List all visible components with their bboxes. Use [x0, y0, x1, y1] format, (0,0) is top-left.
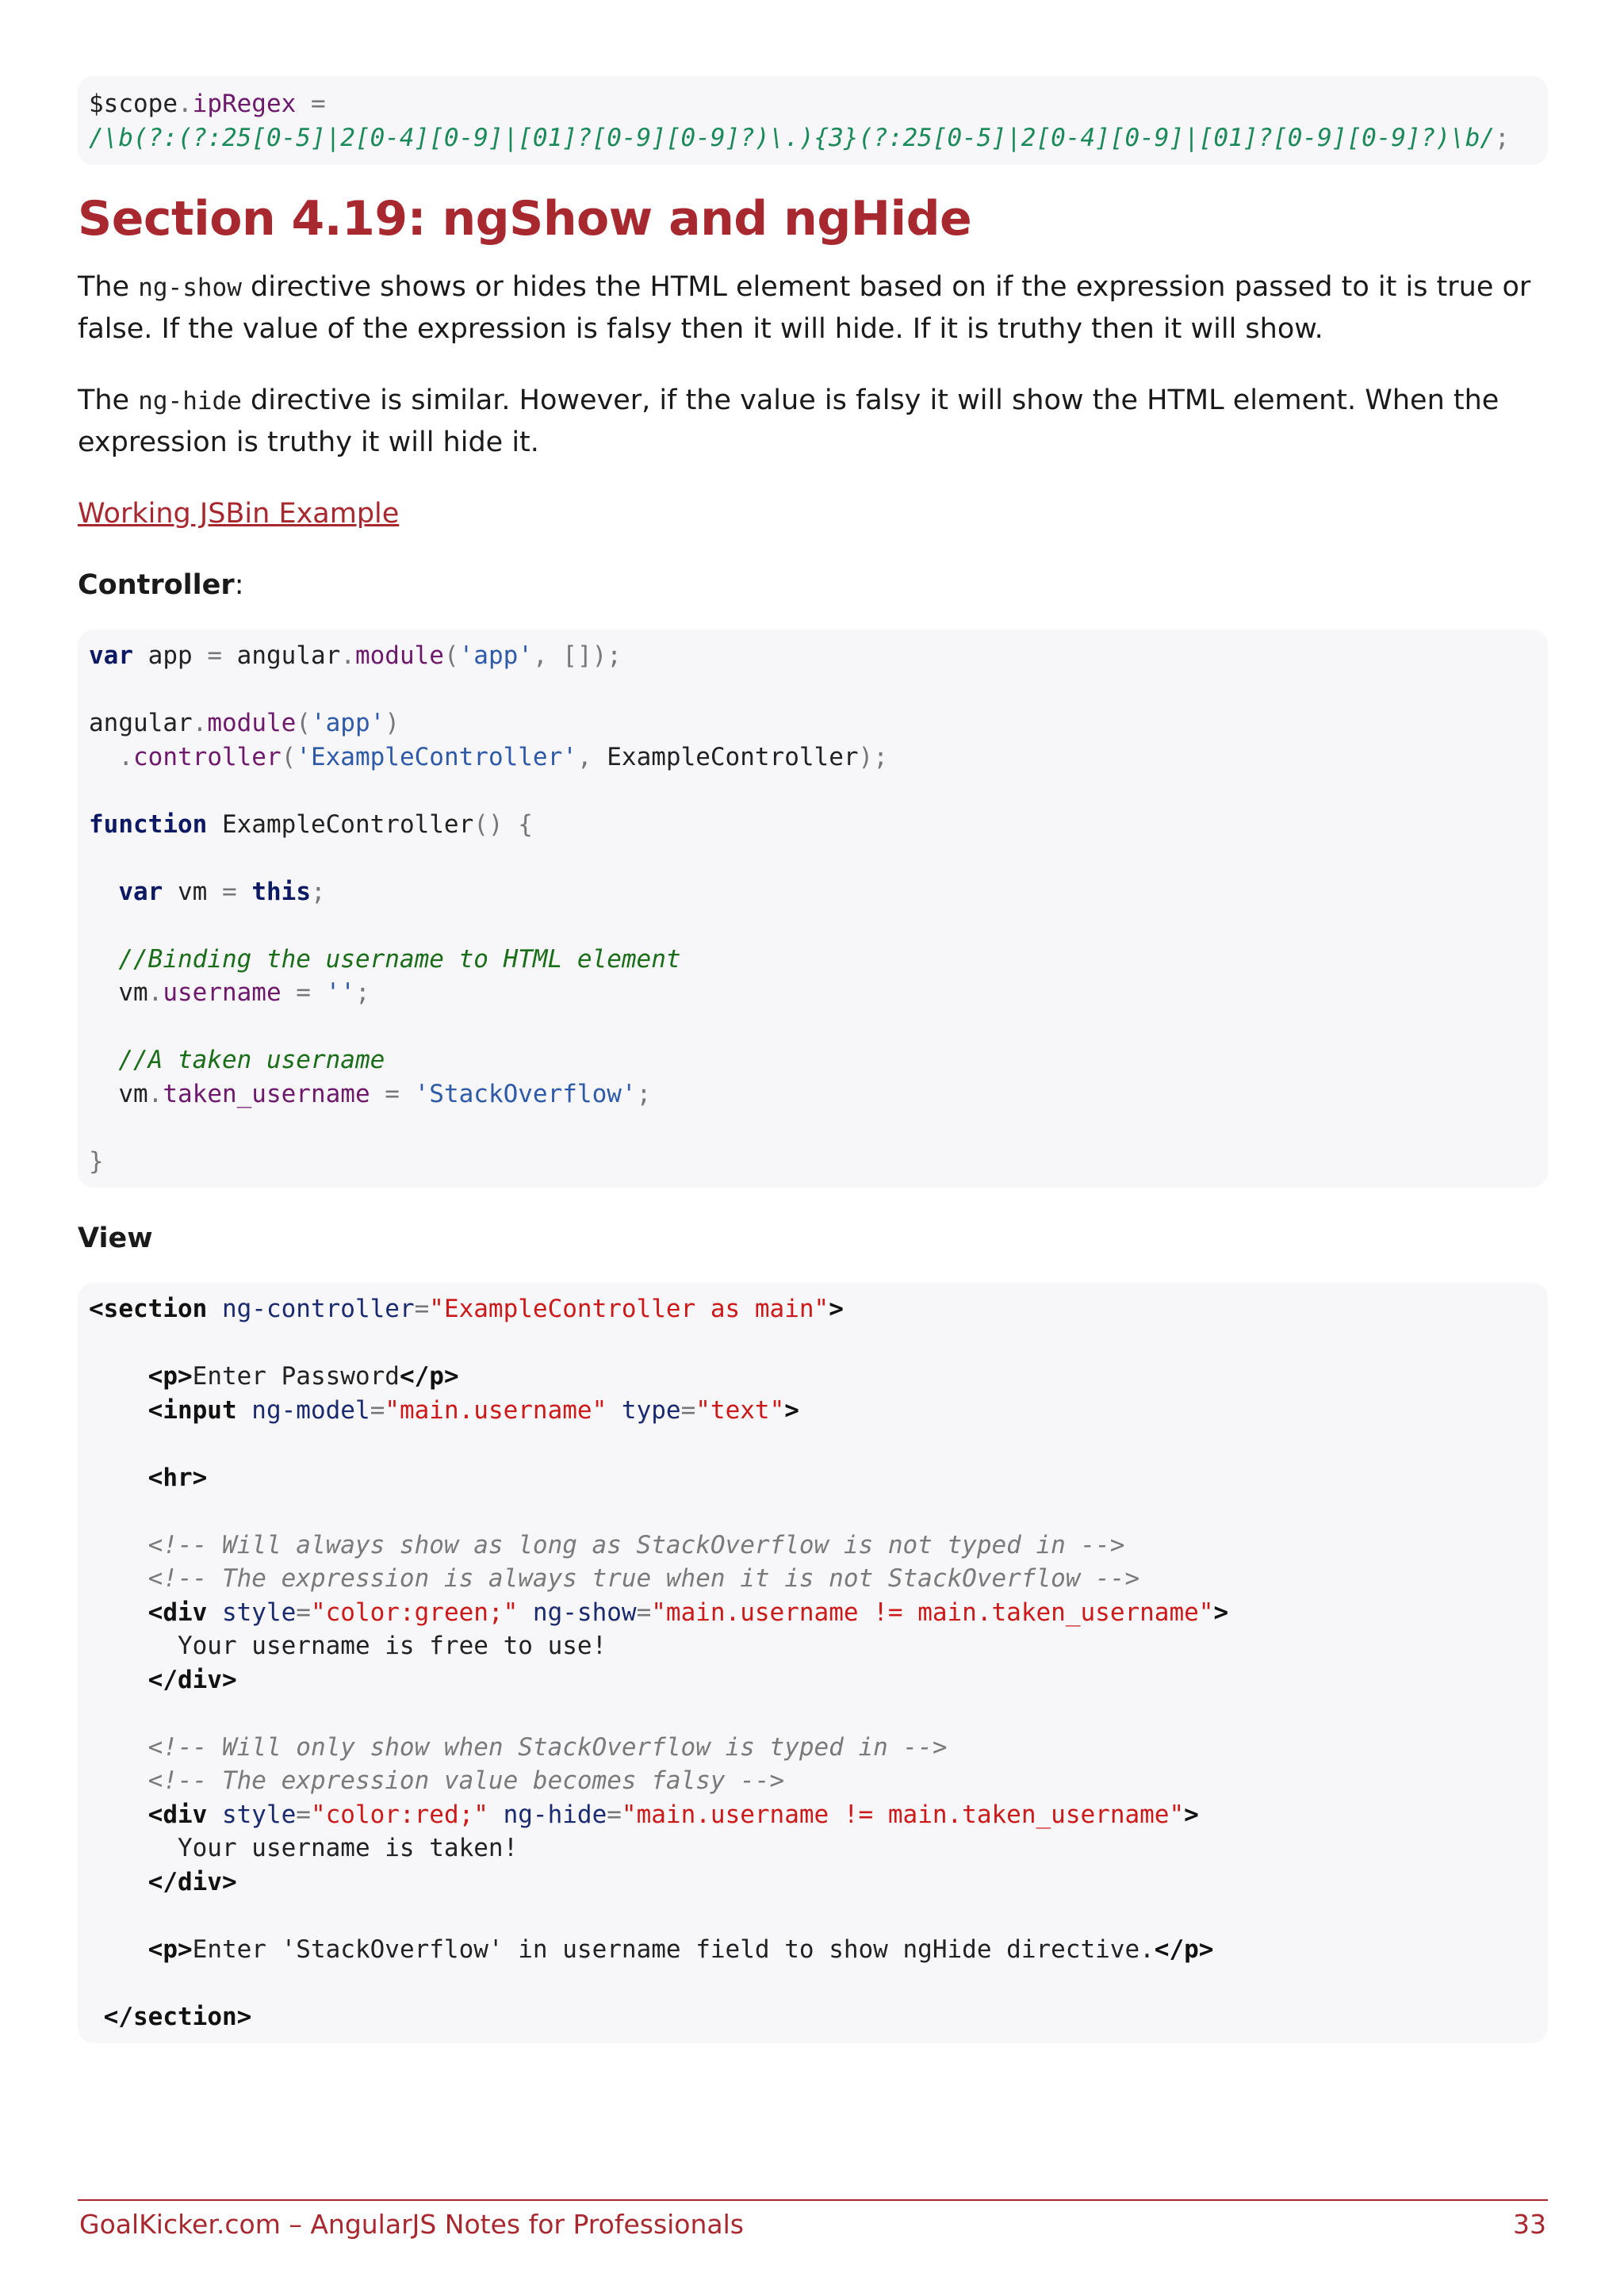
code-line: [89, 1596, 1537, 1630]
code-line: [89, 2000, 1537, 2034]
code-line: [89, 976, 1537, 1010]
code-line: [89, 808, 1537, 842]
code-line-blank: [89, 1697, 1537, 1731]
code-token: $scope: [89, 90, 178, 118]
code-token: ExampleController: [607, 742, 859, 771]
paragraph-ng-hide: [78, 380, 1548, 463]
code-token: (: [281, 742, 297, 771]
code-line: [89, 1292, 1537, 1326]
code-line: [89, 121, 1537, 155]
code-token: =: [680, 1395, 696, 1425]
code-token: Enter Password: [192, 1362, 400, 1391]
code-line: [89, 1529, 1537, 1563]
code-token: }: [89, 1146, 104, 1176]
code-token: ipRegex: [192, 90, 297, 118]
code-token: app: [133, 641, 208, 670]
code-token: this: [251, 877, 311, 906]
page-content: [78, 76, 1548, 2043]
code-token: ;: [636, 1079, 652, 1108]
code-token: );: [858, 742, 888, 771]
code-token: </div>: [147, 1867, 237, 1896]
code-token: =: [636, 1598, 652, 1627]
code-token: "ExampleController as main": [429, 1295, 829, 1323]
paragraph-text: directive is similar. However, if the value is falsy it will show the HTML element. When the expression is truthy it will hide it.: [78, 385, 1500, 458]
code-token: ;: [354, 978, 370, 1007]
code-token: =: [296, 1598, 311, 1627]
inline-code: ng-hide: [138, 387, 242, 415]
regex-code-block: [78, 76, 1548, 165]
code-token: controller: [133, 742, 282, 771]
code-token: (: [443, 641, 459, 670]
footer-book-title[interactable]: GoalKicker.com – AngularJS Notes for Professionals: [79, 2209, 744, 2240]
code-token: <div: [147, 1800, 208, 1829]
code-line: [89, 1461, 1537, 1495]
code-token: function: [89, 809, 208, 839]
code-line: [89, 87, 1537, 121]
code-comment: //A taken username: [89, 1046, 385, 1074]
code-token: .: [147, 1079, 163, 1108]
code-token: [89, 1868, 148, 1896]
controller-code-block: [78, 629, 1548, 1188]
code-token: [89, 1935, 148, 1964]
code-line: [89, 1798, 1537, 1832]
code-token: angular: [222, 641, 341, 670]
code-line-blank: [89, 1494, 1537, 1529]
code-line: [89, 1866, 1537, 1900]
code-token: >: [1213, 1598, 1229, 1627]
code-line: [89, 1933, 1537, 1967]
code-line: [89, 1562, 1537, 1596]
label-colon: :: [234, 569, 244, 601]
code-token: Enter 'StackOverflow' in username field to show ngHide directive.: [192, 1934, 1155, 1964]
code-token: vm: [89, 978, 148, 1007]
code-token: [89, 1800, 148, 1829]
code-token: ;: [1495, 123, 1510, 152]
code-token: [89, 1396, 148, 1425]
view-label: View: [78, 1223, 153, 1254]
code-token: '': [325, 978, 355, 1007]
page-number: 33: [1513, 2209, 1546, 2240]
code-token: var: [89, 641, 133, 670]
code-token: =: [607, 1800, 622, 1829]
code-token: Your username is taken!: [89, 1834, 519, 1862]
code-token: >: [1184, 1800, 1199, 1829]
code-token: =: [370, 1395, 385, 1425]
code-token: ng-controller: [207, 1295, 415, 1323]
code-line-blank: [89, 774, 1537, 808]
code-token: "color:red;": [310, 1800, 488, 1829]
paragraph-text: The: [78, 385, 139, 416]
code-token: <p>: [147, 1362, 193, 1391]
code-token: vm: [89, 1079, 148, 1108]
code-token: taken_username: [163, 1079, 370, 1108]
view-code-block: [78, 1283, 1548, 2043]
code-line: [89, 875, 1537, 909]
code-comment: <!-- The expression value becomes falsy -->: [89, 1766, 785, 1795]
code-token: <div: [147, 1598, 208, 1627]
code-line: [89, 1663, 1537, 1697]
code-line-blank: [89, 841, 1537, 875]
code-line: [89, 1077, 1537, 1112]
code-token: , []);: [532, 641, 622, 670]
code-token: [89, 1598, 148, 1627]
code-line-blank: [89, 1966, 1537, 2000]
code-token: ng-model: [236, 1395, 370, 1425]
code-token: <input: [147, 1395, 237, 1425]
code-token: =: [370, 1079, 415, 1108]
code-comment: <!-- Will always show as long as StackOverflow is not typed in -->: [89, 1530, 1125, 1559]
code-line: [89, 1629, 1537, 1663]
inline-code: ng-show: [138, 274, 242, 302]
code-line-blank: [89, 673, 1537, 707]
code-token: "text": [695, 1395, 785, 1425]
code-token: "color:green;": [310, 1598, 519, 1627]
code-line-blank: [89, 1899, 1537, 1933]
code-line-blank: [89, 1010, 1537, 1044]
code-line: [89, 1360, 1537, 1394]
code-token: </section>: [103, 2002, 252, 2031]
code-token: .: [89, 742, 133, 771]
code-token: .: [192, 709, 208, 737]
code-token: =: [414, 1295, 430, 1323]
code-token: /\b(?:(?:25[0-5]|2[0-4][0-9]|[01]?[0-9][0-9]?)\.){3}(?:25[0-5]|2[0-4][0-9]|[01]?[0-9][0-9]?)\b/: [89, 123, 1496, 152]
code-token: ,: [576, 742, 607, 771]
code-line: [89, 1764, 1537, 1798]
code-line: [89, 706, 1537, 740]
code-line-blank: [89, 909, 1537, 943]
code-token: <hr>: [147, 1463, 208, 1492]
code-token: =: [221, 877, 237, 906]
code-line: [89, 1145, 1537, 1179]
code-line: [89, 639, 1537, 673]
code-token: Your username is free to use!: [89, 1632, 607, 1660]
code-token: style: [207, 1800, 297, 1829]
code-token: 'ExampleController': [296, 742, 577, 771]
code-token: module: [354, 641, 444, 670]
code-token: <p>: [147, 1934, 193, 1964]
code-token: =: [296, 1800, 311, 1829]
jsbin-example-link[interactable]: Working JSBin Example: [78, 498, 400, 530]
code-token: module: [207, 709, 297, 737]
code-line: [89, 1831, 1537, 1866]
code-token: </p>: [1154, 1934, 1214, 1964]
code-token: ng-show: [518, 1598, 637, 1627]
page-footer: [78, 2199, 1548, 2240]
code-token: >: [784, 1395, 799, 1425]
code-token: =: [207, 641, 222, 670]
code-token: .: [177, 90, 193, 118]
code-token: "main.username != main.taken_username": [621, 1800, 1185, 1829]
code-token: [89, 1666, 148, 1694]
code-token: [89, 1464, 148, 1492]
code-token: ): [385, 709, 400, 737]
code-token: =: [296, 90, 326, 118]
code-line: [89, 1731, 1537, 1765]
code-line: [89, 943, 1537, 977]
code-comment: <!-- Will only show when StackOverflow is typed in -->: [89, 1732, 948, 1762]
code-token: angular: [89, 709, 193, 737]
code-token: [89, 2003, 104, 2031]
code-token: type: [607, 1395, 681, 1425]
code-token: [237, 878, 252, 906]
code-token: "main.username != main.taken_username": [651, 1598, 1214, 1627]
code-token: ExampleController: [207, 809, 474, 839]
code-token: </div>: [147, 1665, 237, 1694]
controller-label: [78, 564, 1548, 606]
code-token: <section: [89, 1295, 208, 1323]
code-line-blank: [89, 1111, 1537, 1145]
code-token: .: [340, 641, 355, 670]
code-token: >: [829, 1295, 844, 1323]
code-token: 'app': [458, 641, 533, 670]
code-token: () {: [473, 809, 533, 839]
code-token: ng-hide: [488, 1800, 607, 1829]
code-token: [89, 1362, 148, 1391]
label-text: Controller: [78, 569, 235, 601]
code-token: </p>: [399, 1362, 459, 1391]
code-token: .: [147, 978, 163, 1007]
code-token: (: [296, 709, 311, 737]
code-token: username: [163, 978, 282, 1007]
code-line: [89, 1394, 1537, 1428]
paragraph-text: The: [78, 271, 139, 303]
code-token: vm: [163, 877, 222, 906]
paragraph-text: directive shows or hides the HTML element based on if the expression passed to it is true or false. If the value of the expression is falsy then it will hide. If it is truthy then it will show.: [78, 271, 1531, 345]
section-title: Section 4.19: ngShow and ngHide: [78, 191, 972, 247]
code-token: 'StackOverflow': [414, 1079, 637, 1108]
code-token: ;: [310, 877, 326, 906]
code-comment: //Binding the username to HTML element: [89, 944, 681, 974]
code-token: 'app': [310, 709, 385, 737]
code-token: =: [281, 978, 326, 1007]
code-line: [89, 740, 1537, 775]
code-token: style: [207, 1598, 297, 1627]
code-line-blank: [89, 1326, 1537, 1360]
paragraph-ng-show: [78, 266, 1548, 350]
code-comment: <!-- The expression is always true when it is not StackOverflow -->: [89, 1564, 1140, 1593]
code-token: "main.username": [385, 1395, 607, 1425]
code-token: var: [89, 877, 163, 906]
code-line-blank: [89, 1427, 1537, 1461]
code-line: [89, 1043, 1537, 1077]
